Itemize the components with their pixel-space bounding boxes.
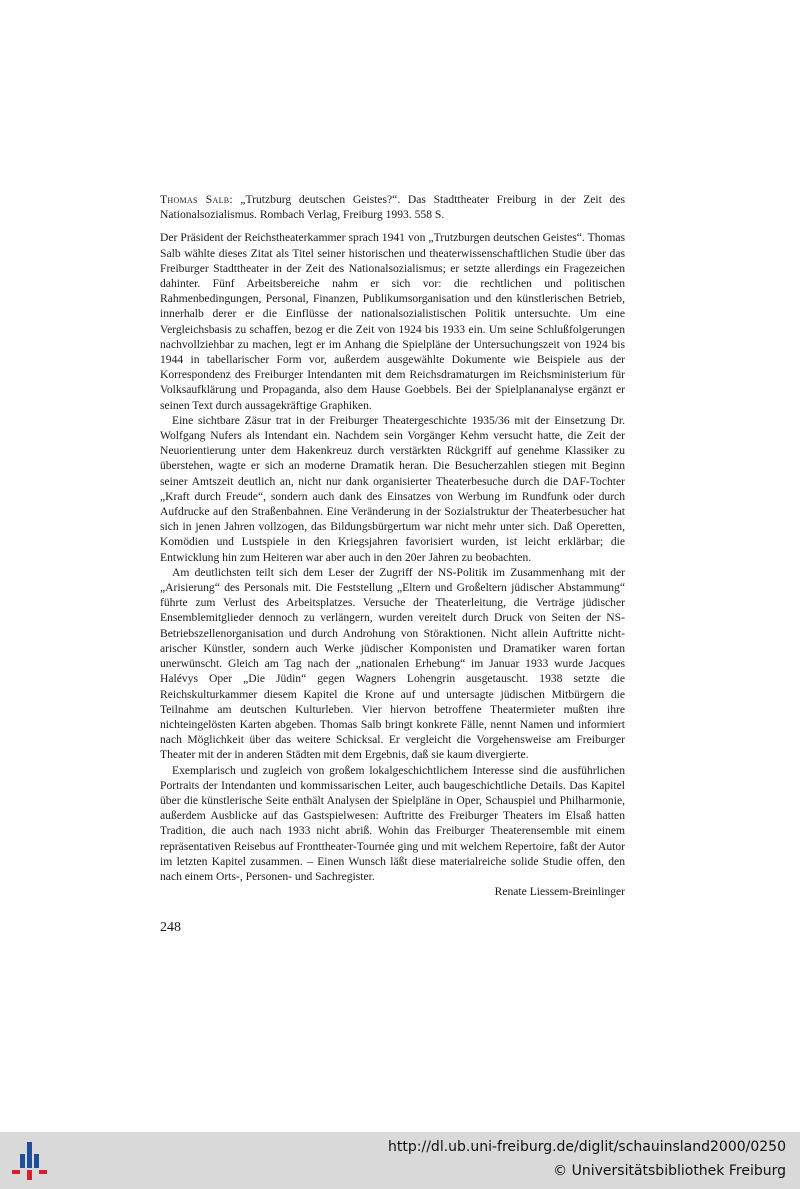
review-paragraph-3: Am deutlichsten teilt sich dem Leser der Zugriff der NS-Politik im Zusammenhang mit der „Arisierung“ des Personals mit. Die Feststellung „Eltern und Großeltern jüdischer Abstammung“ führte zum Verlust des Arbeitsplatzes. Versuche der Theaterleitung, die Verträge jüdischer Ensemblemitglieder dennoch zu verlängern, wurden vereitelt durch Druck von Seiten der NS-Betriebszellenorganisation und durch Androhung von Störaktionen. Nicht allein Auftritte nicht-arischer Künstler, sondern auch Werke jüdischer Komponisten und Dramatiker waren fortan unerwünscht. Gleich am Tag nach der „nationalen Erhebung“ im Januar 1933 wurde Jacques Halévys Oper „Die Jüdin“ gegen Wagners Lohengrin ausgetauscht. 1938 setzte die Reichskulturkammer diesem Kapitel die Krone auf und untersagte jüdischen Mitbürgern die Teilnahme am deutschen Kulturleben. Vier hiervon betroffene Theatermieter mußten ihre nichteingelösten Karten abgeben. Thomas Salb bringt konkrete Fälle, nennt Namen und informiert nach Möglichkeit über das weitere Schicksal. Er vergleicht die Vorgehensweise am Freiburger Theater mit der in anderen Städten mit dem Ergebnis, daß sie kaum divergierte. xyxy=(160,565,625,762)
reviewer-signature: Renate Liessem-Breinlinger xyxy=(494,885,625,899)
source-url-link[interactable]: http://dl.ub.uni-freiburg.de/diglit/schauinsland2000/0250 xyxy=(388,1139,786,1155)
review-heading xyxy=(160,192,625,222)
review-text-block xyxy=(160,192,625,899)
page-number: 248 xyxy=(160,920,181,935)
reviewed-author: Thomas Salb xyxy=(160,193,230,206)
footer-bar xyxy=(0,1132,800,1189)
book-citation: : „Trutzburg deutschen Geistes?“. Das Stadttheater Freiburg in der Zeit des Nationalsozialismus. Rombach Verlag, Freiburg 1993. 558 S. xyxy=(160,193,625,222)
copyright-notice: © Universitätsbibliothek Freiburg xyxy=(553,1163,786,1179)
review-paragraph-4: Exemplarisch und zugleich von großem lokalgeschichtlichem Interesse sind die ausführlichen Portraits der Intendanten und kommissarischen Leiter, auch baugeschichtliche Details. Das Kapitel über die künstlerische Seite enthält Analysen der Spielpläne in Oper, Schauspiel und Philharmonie, außerdem Ausblicke auf das Gastspielwesen: Auftritte des Freiburger Theaters im Elsaß hatten Tradition, die auch nach 1933 nicht abriß. Wohin das Freiburger Theaterensemble mit einem repräsentativen Reisebus auf Fronttheater-Tournée ging und mit welchem Repertoire, faßt der Autor im letzten Kapitel zusammen. – Einen Wunsch läßt diese materialreiche solide Studie offen, den nach einem Orts-, Personen- und Sachregister. xyxy=(160,763,625,883)
library-logo-icon xyxy=(10,1140,50,1182)
review-paragraph-1: Der Präsident der Reichstheaterkammer sprach 1941 von „Trutzburgen deutschen Geistes“. Thomas Salb wählte dieses Zitat als Titel seiner historischen und theaterwissenschaftlichen Studie über das Freiburger Stadttheater in der Zeit des Nationalsozialismus; er setzte allerdings ein Fragezeichen dahinter. Fünf Arbeitsbereiche nahm er sich vor: die rechtlichen und politischen Rahmenbedingungen, Personal, Finanzen, Publikumsorganisation und den künstlerischen Betrieb, innerhalb derer er die Einflüsse der nationalsozialistischen Politik untersuchte. Um eine Vergleichsbasis zu schaffen, bezog er die Zeit von 1924 bis 1933 ein. Um seine Schlußfolgerungen nachvollziehbar zu machen, legt er im Anhang die Spielpläne der Untersuchungszeit von 1924 bis 1944 in tabellarischer Form vor, außerdem ausgewählte Dokumente wie Beispiele aus der Korrespondenz des Freiburger Intendanten mit dem Reichsdramaturgen im Reichsministerium für Volksaufklärung und Propaganda, also dem Hause Goebbels. Bei der Spielplananalyse ergänzt er seinen Text durch aussagekräftige Graphiken. xyxy=(160,231,625,412)
review-paragraph-2: Eine sichtbare Zäsur trat in der Freiburger Theatergeschichte 1935/36 mit der Einsetzung Dr. Wolfgang Nufers als Intendant ein. Nachdem sein Vorgänger Kehm versucht hatte, die Zeit der Neuorientierung unter dem Hakenkreuz durch verstärkten Rückgriff auf genehme Klassiker zu überstehen, wagte er sich an moderne Dramatik heran. Die Besucherzahlen stiegen mit Beginn seiner Amtszeit deutlich an, nicht nur dank organisierter Theaterbesuche durch die DAF-Tochter „Kraft durch Freude“, sondern auch dank des Einsatzes von Werbung im Rundfunk oder durch Aufdrucke auf den Straßenbahnen. Eine Veränderung in der Sozialstruktur der Theaterbesucher hat sich in jenen Jahren vollzogen, das Bildungsbürgertum war nicht mehr unter sich. Daß Operetten, Komödien und Lustspiele in den Kriegsjahren favorisiert wurden, ist leicht erklärbar; die Entwicklung hin zum Heiteren war aber auch in den 20er Jahren zu beobachten. xyxy=(160,413,625,564)
